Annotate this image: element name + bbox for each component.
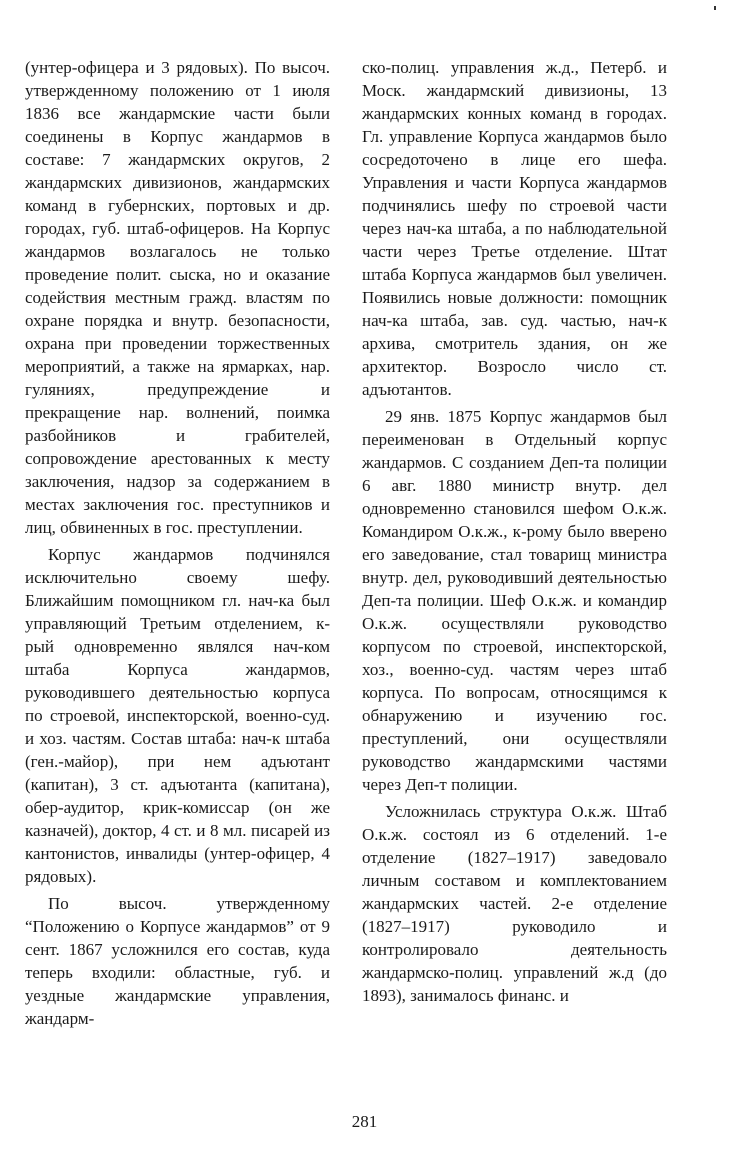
page-number: 281 [351,1112,378,1131]
scan-mark [714,6,716,10]
left-column [25,56,330,1034]
paragraph: (унтер-офицера и 3 рядовых). По высоч. утвержденному положению от 1 июля 1836 все жандармские части были соединены в Корпус жандармов в составе: 7 жандармских округов, 2 жандармских дивизионов, жандармских команд в губернских, портовых и др. городах, губ. штаб-офицеров. На Корпус жандармов возлагалось не только проведение полит. сыска, но и оказание содействия местным гражд. властям по охране порядка и внутр. безопасности, охрана при проведении торжественных мероприятий, а также на ярмарках, нар. гуляниях, предупреждение и прекращение нар. волнений, поимка разбойников и грабителей, сопровождение арестованных к месту заключения, надзор за содержанием в местах заключения гос. преступников и лиц, обвиненных в гос. преступлении. [25,58,330,537]
right-column [362,56,667,1011]
paragraph: Усложнилась структура О.к.ж. Штаб О.к.ж. состоял из 6 отделений. 1-е отделение (1827–1917) заведовало личным составом и комплектованием жандармских частей. 2-е отделение (1827–1917) руководило и контролировало деятельность жандармско-полиц. управлений ж.д (до 1893), занималось финанс. и [362,802,667,1005]
paragraph: По высоч. утвержденному “Положению о Корпусе жандармов” от 9 сент. 1867 усложнился его состав, куда теперь входили: областные, губ. и уездные жандармские управления, жандарм- [25,894,330,1028]
paragraph: Корпус жандармов подчинялся исключительно своему шефу. Ближайшим помощником гл. нач-ка был управляющий Третьим отделением, к-рый одновременно являлся нач-ком штаба Корпуса жандармов, руководившего деятельностью корпуса по строевой, инспекторской, военно-суд. и хоз. частям. Состав штаба: нач-к штаба (ген.-майор), при нем адъютант (капитан), 3 ст. адъютанта (капитана), обер-аудитор, крик-комиссар (он же казначей), доктор, 4 ст. и 8 мл. писарей из кантонистов, инвалиды (унтер-офицер, 4 рядовых). [25,545,330,886]
paragraph: ско-полиц. управления ж.д., Петерб. и Моск. жандармский дивизионы, 13 жандармских конных команд в городах. Гл. управление Корпуса жандармов было сосредоточено в лице его шефа. Управления и части Корпуса жандармов подчинялись шефу по строевой части через нач-ка штаба, а по наблюдательной части через Третье отделение. Штат штаба Корпуса жандармов был увеличен. Появились новые должности: помощник нач-ка штаба, зав. суд. частью, нач-к архива, смотритель здания, он же архитектор. Возросло число ст. адъютантов. [362,58,667,399]
paragraph: 29 янв. 1875 Корпус жандармов был переименован в Отдельный корпус жандармов. С созданием Деп-та полиции 6 авг. 1880 министр внутр. дел одновременно становился шефом О.к.ж. Командиром О.к.ж., к-рому было вверено его заведование, стал товарищ министра внутр. дел, руководивший деятельностью Деп-та полиции. Шеф О.к.ж. и командир О.к.ж. осуществляли руководство корпусом по строевой, инспекторской, хоз., военно-суд. частям через штаб корпуса. По вопросам, относящимся к обнаружению и изучению гос. преступлений, они осуществляли руководство жандармскими частями через Деп-т полиции. [362,407,667,794]
